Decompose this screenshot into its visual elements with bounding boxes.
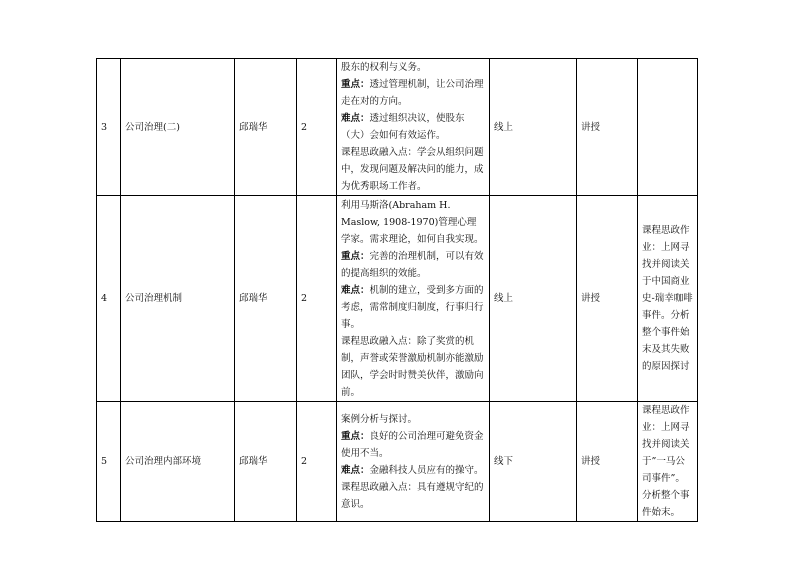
topic-cell: 公司治理(二): [121, 59, 235, 196]
syllabus-table: [96, 58, 698, 522]
content-ideology: 课程思政融入点：具有遵规守纪的意识。: [341, 481, 484, 510]
mode-cell: 线下: [490, 402, 577, 522]
content-keypoint: 重点：良好的公司治理可避免资金使用不当。: [341, 430, 484, 459]
content-keypoint: 重点：透过管理机制，让公司治理走在对的方向。: [341, 79, 484, 107]
hours-cell: 2: [297, 196, 337, 402]
mode-cell: 线上: [490, 59, 577, 196]
table-row: [97, 59, 698, 196]
content-ideology: 课程思政融入点：除了奖赏的机制，声誉或荣誉激励机制亦能激励团队，学会时时赞美伙伴，激励向前。: [341, 335, 484, 398]
row-number: 5: [97, 402, 121, 522]
hours-cell: 2: [297, 59, 337, 196]
topic-cell: 公司治理内部环境: [121, 402, 235, 522]
assignment-cell: [638, 59, 698, 196]
teacher-cell: 邱瑞华: [235, 59, 297, 196]
table-row: [97, 196, 698, 402]
method-cell: 讲授: [577, 196, 638, 402]
hours-cell: 2: [297, 402, 337, 522]
method-cell: 讲授: [577, 59, 638, 196]
content-difficulty: 难点：透过组织决议，使股东（大）会如何有效运作。: [341, 113, 465, 141]
content-cell: [337, 402, 490, 522]
content-difficulty: 难点：金融科技人员应有的操守。: [341, 464, 484, 476]
row-number: 3: [97, 59, 121, 196]
assignment-cell: 课程思政作业：上网寻找并阅读关于中国商业史-瑞幸咖啡事件。分析整个事件始末及其失败的原因探讨: [638, 196, 698, 402]
assignment-cell: 课程思政作业：上网寻找并阅读关于”一马公司事件”。分析整个事件始末。: [638, 402, 698, 522]
content-ideology: 课程思政融入点：学会从组织问题中，发现问题及解决问的能力，成为优秀职场工作者。: [341, 147, 484, 192]
content-keypoint: 重点：完善的治理机制，可以有效的提高组织的效能。: [341, 250, 484, 279]
topic-cell: 公司治理机制: [121, 196, 235, 402]
content-line: 案例分析与探讨。: [341, 413, 418, 425]
table-row: [97, 402, 698, 522]
content-cell: [337, 196, 490, 402]
teacher-cell: 邱瑞华: [235, 402, 297, 522]
mode-cell: 线上: [490, 196, 577, 402]
row-number: 4: [97, 196, 121, 402]
content-difficulty: 难点：机制的建立，受到多方面的考虑，需常制度归制度，行事归行事。: [341, 284, 484, 330]
method-cell: 讲授: [577, 402, 638, 522]
content-line: 利用马斯洛(Abraham H. Maslow, 1908-1970)管理心理学家。需求理论，如何自我实现。: [341, 199, 484, 245]
teacher-cell: 邱瑞华: [235, 196, 297, 402]
content-line: 股东的权利与义务。: [341, 62, 427, 73]
content-cell: [337, 59, 490, 196]
